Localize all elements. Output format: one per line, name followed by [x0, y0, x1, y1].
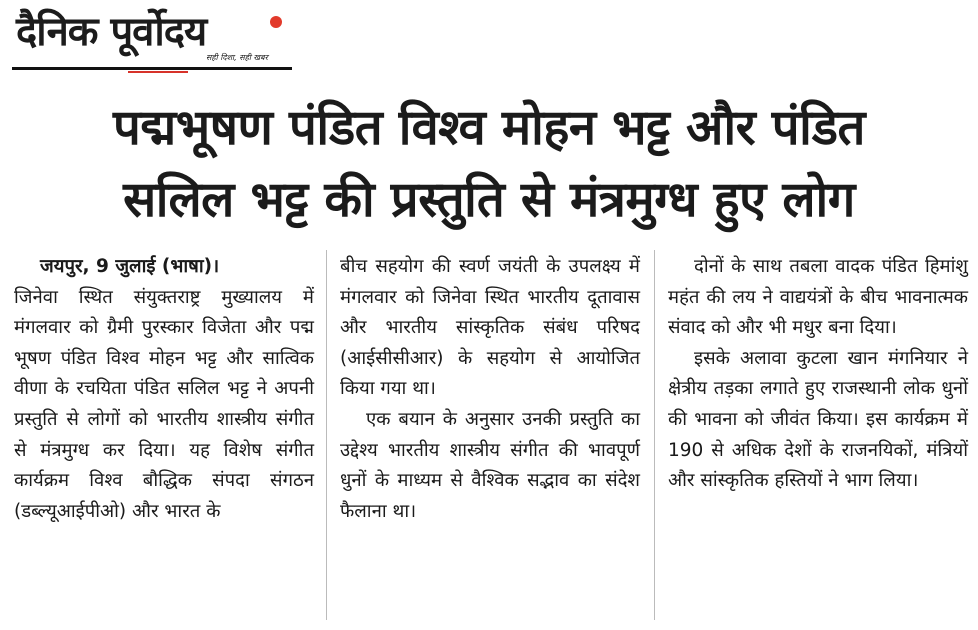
- column-divider: [326, 250, 327, 620]
- column-2-paragraph-1: बीच सहयोग की स्वर्ण जयंती के उपलक्ष्य में मंगलवार को जिनेवा स्थित भारतीय दूतावास और भारतीय सांस्कृतिक संबंध परिषद (आईसीसीआर) के सहयोग से आयोजित किया गया था।: [340, 256, 640, 400]
- dateline: जयपुर, 9 जुलाई (भाषा)।: [40, 256, 220, 277]
- newspaper-logo: दैनिक पूर्वोदय: [16, 9, 207, 55]
- masthead-accent-divider: [128, 71, 188, 73]
- masthead-divider: [12, 67, 292, 70]
- masthead: [8, 4, 290, 74]
- column-3-paragraph-2: इसके अलावा कुटला खान मंगनियार ने क्षेत्रीय तड़का लगाते हुए राजस्थानी लोक धुनों की भावना को जीवंत किया। इस कार्यक्रम में 190 से अधिक देशों के राजनयिकों, मंत्रियों और सांस्कृतिक हस्तियों ने भाग लिया।: [668, 347, 968, 492]
- headline-line-1: पद्मभूषण पंडित विश्व मोहन भट्ट और पंडित: [113, 99, 865, 156]
- column-divider: [654, 250, 655, 620]
- headline-line-2: सलिल भट्ट की प्रस्तुति से मंत्रमुग्ध हुए लोग: [123, 171, 855, 228]
- newspaper-tagline: सही दिशा, सही खबर: [206, 53, 268, 62]
- column-1-body: जिनेवा स्थित संयुक्तराष्ट्र मुख्यालय में मंगलवार को ग्रैमी पुरस्कार विजेता और पद्म भूषण पंडित विश्व मोहन भट्ट और सात्विक वीणा के रचयिता पंडित सलिल भट्ट ने अपनी प्रस्तुति से लोगों को भारतीय शास्त्रीय संगीत से मंत्रमुग्ध कर दिया। यह विशेष संगीत कार्यक्रम विश्व बौद्धिक संपदा संगठन (डब्ल्यूआईपीओ) और भारत के: [14, 286, 314, 522]
- article-column-3: [668, 252, 968, 497]
- column-3-paragraph-1: दोनों के साथ तबला वादक पंडित हिमांशु महंत की लय ने वाद्ययंत्रों के बीच भावनात्मक संवाद को और भी मधुर बना दिया।: [668, 256, 968, 339]
- column-2-paragraph-2: एक बयान के अनुसार उनकी प्रस्तुति का उद्देश्य भारतीय शास्त्रीय संगीत की भावपूर्ण धुनों के माध्यम से वैश्विक सद्भाव का संदेश फैलाना था।: [340, 408, 640, 522]
- article-headline: [0, 92, 978, 236]
- article-column-2: [340, 252, 640, 527]
- article-column-1: [14, 252, 314, 527]
- logo-dot-icon: [270, 16, 282, 28]
